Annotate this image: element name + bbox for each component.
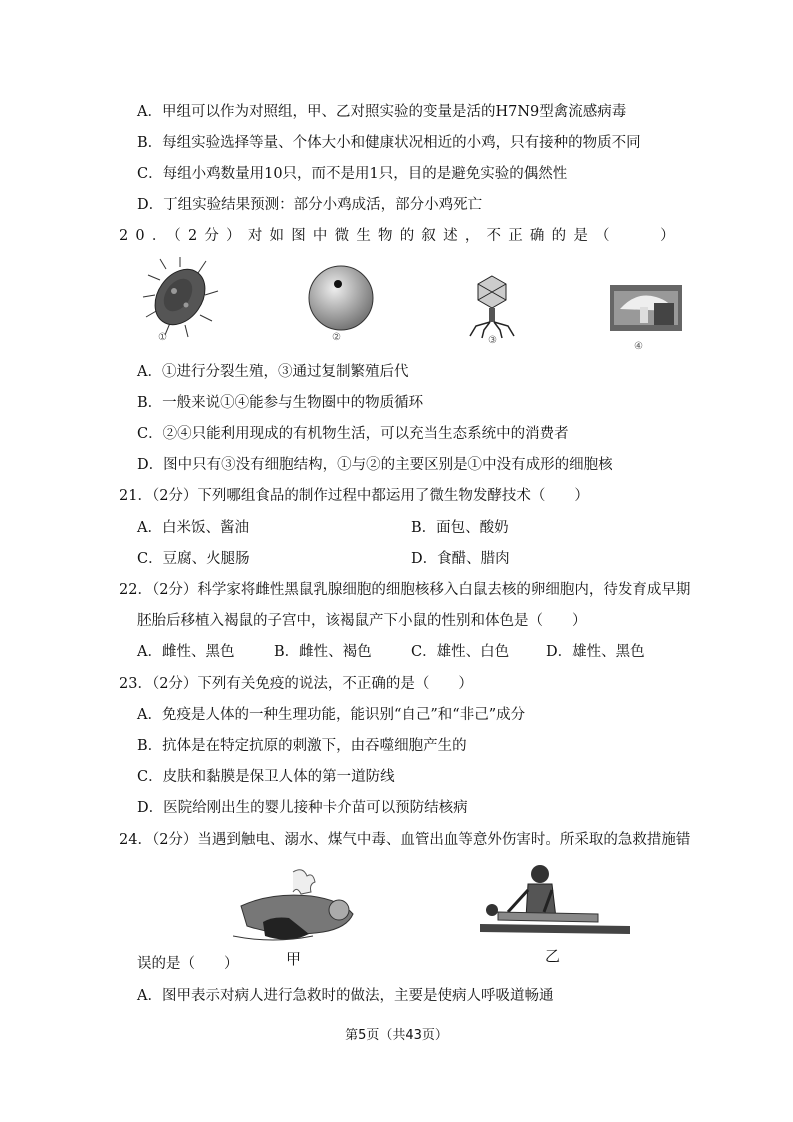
figure-label-3: ③ [488,335,497,346]
q20-option-b: B．一般来说①④能参与生物圈中的物质循环 [137,395,424,411]
q24-option-a: A．图甲表示对病人进行急救时的做法，主要是使病人呼吸道畅通 [137,988,554,1004]
virus-figure [462,270,522,340]
q20-option-d: D．图中只有③没有细胞结构，①与②的主要区别是①中没有成形的细胞核 [137,457,613,473]
page-footer: 第5页（共43页） [345,1028,448,1043]
bacterium-figure [140,255,220,345]
q22-option-b: B．雌性、褐色 [274,644,372,660]
figure-label-1: ① [158,332,167,343]
q24-stem-line1: 24．（2分）当遇到触电、溺水、煤气中毒、血管出血等意外伤害时。所采取的急救措施错 [119,832,691,848]
q21-option-b: B．面包、酸奶 [411,520,509,536]
q21-option-a: A．白米饭、酱油 [137,520,249,536]
q22-stem-line1: 22．（2分）科学家将雌性黑鼠乳腺细胞的细胞核移入白鼠去核的卵细胞内，待发育成早期 [119,582,691,598]
q23-stem: 23．（2分）下列有关免疫的说法，不正确的是（ ） [119,676,473,692]
q19-option-a: A．甲组可以作为对照组，甲、乙对照实验的变量是活的H7N9型禽流感病毒 [137,104,627,120]
figure-label-2: ② [332,332,341,343]
q22-stem-line2: 胚胎后移植入褐鼠的子宫中，该褐鼠产下小鼠的性别和体色是（ ） [137,613,587,629]
q21-stem: 21．（2分）下列哪组食品的制作过程中都运用了微生物发酵技术（ ） [119,488,589,504]
q23-option-c: C．皮肤和黏膜是保卫人体的第一道防线 [137,769,395,785]
q20-option-a: A．①进行分裂生殖，③通过复制繁殖后代 [137,364,409,380]
q24-stem-line2: 误的是（ ） [137,956,239,972]
q20-stem: 20．（2分）对如图中微生物的叙述，不正确的是（ ） [119,228,682,244]
q22-option-d: D．雄性、黑色 [546,644,645,660]
q19-option-b: B．每组实验选择等量、个体大小和健康状况相近的小鸡，只有接种的物质不同 [137,135,641,151]
figure-label-4: ④ [634,341,643,352]
q19-option-d: D．丁组实验结果预测：部分小鸡成活，部分小鸡死亡 [137,197,483,213]
q23-option-d: D．医院给刚出生的婴儿接种卡介苗可以预防结核病 [137,800,468,816]
first-aid-figure-yi [470,860,638,942]
q20-option-c: C．②④只能利用现成的有机物生活，可以充当生态系统中的消费者 [137,426,569,442]
first-aid-figure-jia [233,866,361,950]
q23-option-a: A．免疫是人体的一种生理功能，能识别“自己”和“非己”成分 [137,707,526,723]
q21-option-c: C．豆腐、火腿肠 [137,551,250,567]
figure-label-jia: 甲 [286,950,302,968]
q23-option-b: B．抗体是在特定抗原的刺激下，由吞噬细胞产生的 [137,738,467,754]
yeast-figure [303,262,383,337]
figure-label-yi: 乙 [545,947,561,965]
q19-option-c: C．每组小鸡数量用10只，而不是用1只，目的是避免实验的偶然性 [137,166,568,182]
q22-option-a: A．雌性、黑色 [137,644,235,660]
mushroom-figure [610,285,682,335]
q22-option-c: C．雄性、白色 [411,644,510,660]
q21-option-d: D．食醋、腊肉 [411,551,510,567]
